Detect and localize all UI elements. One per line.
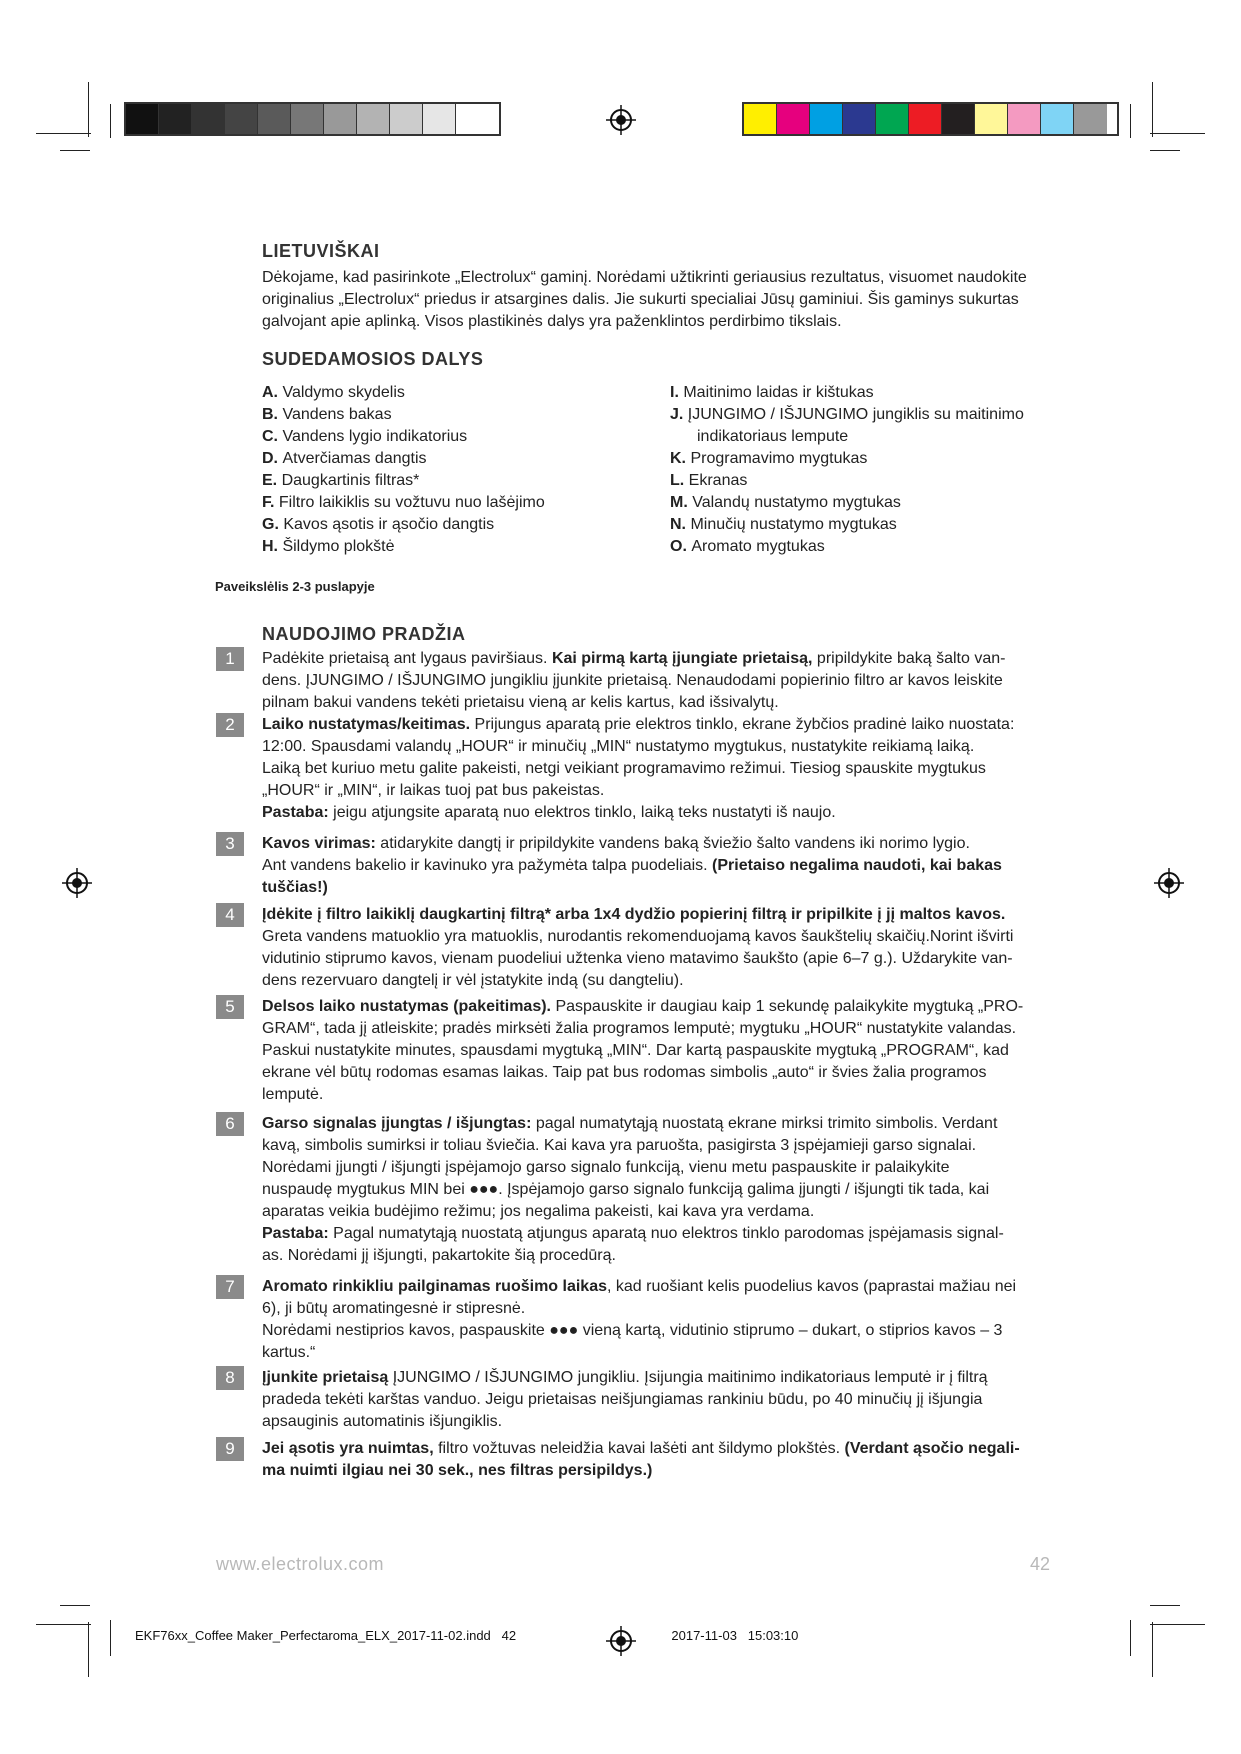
- parts-list-item: [670, 536, 1024, 558]
- color-swatch: [843, 104, 876, 134]
- page-number: 42: [1030, 1554, 1051, 1574]
- parts-list-item: [262, 492, 545, 514]
- parts-list-left: [262, 382, 545, 558]
- color-swatch: [777, 104, 810, 134]
- part-name: indikatoriaus lempute: [697, 428, 849, 445]
- crop-mark: [1150, 1624, 1205, 1625]
- parts-list-item: [262, 536, 545, 558]
- intro-paragraph: Dėkojame, kad pasirinkote „Electrolux“ gaminį. Norėdami užtikrinti geriausius rezultatus, visuomet naudokite originalius „Electrolux“ priedus ir atsargines dalis. Jie sukurti specialiai Jūsų gaminiui. Šis gaminys sukurtas galvojant apie aplinką. Visos plastikinės dalys yra paženklintos perdirbimo tikslais.: [262, 269, 1027, 330]
- step-text: Įjunkite prietaisą ĮJUNGIMO / IŠJUNGIMO jungikliu. Įsijungia maitinimo indikatoriaus lemputė ir į filtrą pradeda tekėti karštas vanduo. Jeigu prietaisas neišjungiamas rankiniu būdu, po 40 minučių jį išjungia apsauginis automatinis išjungiklis.: [262, 1369, 988, 1430]
- part-name: Valdymo skydelis: [282, 384, 405, 401]
- part-name: Valandų nustatymo mygtukas: [692, 494, 901, 511]
- crop-mark: [1130, 104, 1131, 138]
- crop-mark: [110, 1620, 111, 1656]
- process-color-bar: [742, 102, 1119, 136]
- step-number-badge: 6: [216, 1112, 244, 1136]
- footer-url: www.electrolux.com: [216, 1554, 385, 1574]
- part-name: Maitinimo laidas ir kištukas: [683, 384, 874, 401]
- color-swatch: [1041, 104, 1074, 134]
- part-name: ĮJUNGIMO / IŠJUNGIMO jungiklis su maitinimo: [687, 406, 1024, 423]
- gray-swatch: [192, 104, 225, 134]
- gray-swatch: [126, 104, 159, 134]
- crop-mark: [1130, 1620, 1131, 1656]
- part-letter: N.: [670, 516, 691, 533]
- part-letter: C.: [262, 428, 283, 445]
- step-number-badge: 1: [216, 647, 244, 671]
- print-slug: EKF76xx_Coffee Maker_Perfectaroma_ELX_2017-11-02.indd 42 2017-11-03 15:03:10: [135, 1628, 799, 1643]
- parts-list-right: [670, 382, 1024, 558]
- parts-list-item: [670, 492, 1024, 514]
- parts-list-item: [262, 470, 545, 492]
- part-name: Šildymo plokštė: [282, 538, 395, 555]
- parts-list-item: [262, 382, 545, 404]
- step-number-badge: 8: [216, 1366, 244, 1390]
- crop-mark: [88, 1622, 89, 1677]
- registration-mark-icon: [606, 105, 636, 135]
- part-name: Filtro laikiklis su vožtuvu nuo lašėjimo: [278, 494, 545, 511]
- part-letter: L.: [670, 472, 689, 489]
- parts-list-item: [262, 426, 545, 448]
- part-letter: J.: [670, 406, 688, 423]
- parts-list-item: [670, 470, 1024, 492]
- crop-mark: [1150, 1605, 1180, 1606]
- step-text: Jei ąsotis yra nuimtas, filtro vožtuvas neleidžia kavai lašėti ant šildymo plokštės. (Verdant ąsočio negali- ma nuimti ilgiau nei 30 sek., nes filtras persipildys.): [262, 1440, 1020, 1479]
- parts-heading: SUDEDAMOSIOS DALYS: [262, 349, 484, 369]
- parts-list-item: [670, 426, 1024, 448]
- step-text: Įdėkite į filtro laikiklį daugkartinį filtrą* arba 1x4 dydžio popierinį filtrą ir pripilkite į jį maltos kavos. Greta vandens matuoklio yra matuoklis, nurodantis rekomenduojamą kavos šaukštelių skaičių.Norint išvirti vidutinio stiprumo kavos, vienam puodeliui užtenka vieno matavimo šaukšto (apie 6–7 g.). Uždarykite van- dens rezervuaro dangtelį ir vėl įstatykite indą (su dangteliu).: [262, 906, 1014, 989]
- grayscale-color-bar: [124, 102, 501, 136]
- color-swatch: [744, 104, 777, 134]
- parts-list-item: [670, 404, 1024, 426]
- registration-mark-icon: [62, 868, 92, 898]
- gray-swatch: [324, 104, 357, 134]
- color-swatch: [876, 104, 909, 134]
- part-letter: D.: [262, 450, 283, 467]
- parts-list-item: [262, 514, 545, 536]
- crop-mark: [36, 133, 91, 134]
- step-number-badge: 9: [216, 1437, 244, 1461]
- gray-swatch: [390, 104, 423, 134]
- crop-mark: [1152, 82, 1153, 137]
- registration-mark-icon: [1154, 868, 1184, 898]
- step-text: Garso signalas įjungtas / išjungtas: pagal numatytąją nuostatą ekrane mirksi trimito simbolis. Verdant kavą, simbolis sumirksi ir toliau šviečia. Kai kava yra paruošta, pasigirsta 3 įspėjamieji garso signalai. Norėdami įjungti / išjungti įspėjamojo garso signalo funkciją, vienu metu paspauskite ir palaikykite nuspaudę mygtukus MIN bei ●●●. Įspėjamojo garso signalo funkciją galima įjungti / išjungti tik tada, kai aparatas veikia budėjimo režimu; jos negalima pakeisti, kai kava yra verdama. Pastaba: Pagal numatytąją nuostatą atjungus aparatą nuo elektros tinklo parodomas įspėjamasis signal- as. Norėdami jį išjungti, pakartokite šią procedūrą.: [262, 1115, 1004, 1264]
- part-name: Daugkartinis filtras*: [281, 472, 420, 489]
- color-swatch: [975, 104, 1008, 134]
- step-text: Laiko nustatymas/keitimas. Prijungus aparatą prie elektros tinklo, ekrane žybčios pradinė laiko nuostata: 12:00. Spausdami valandų „HOUR“ ir minučių „MIN“ nustatymo mygtukus, nustatykite reikiamą laiką. Laiką bet kuriuo metu galite pakeisti, netgi veikiant programavimo režimui. Tiesiog spauskite mygtukus „HOUR“ ir „MIN“, ir laikas tuoj pat bus pakeistas. Pastaba: jeigu atjungsite aparatą nuo elektros tinklo, laiką teks nustatyti iš naujo.: [262, 716, 1015, 821]
- gray-swatch: [225, 104, 258, 134]
- step-number-badge: 4: [216, 903, 244, 927]
- part-name: Programavimo mygtukas: [690, 450, 868, 467]
- step-text: Delsos laiko nustatymas (pakeitimas). Paspauskite ir daugiau kaip 1 sekundę palaikykite mygtuką „PRO- GRAM“, tada jį atleiskite; pradės mirksėti žalia programos lemputė; mygtuku „HOUR“ nustatykite valandas. Paskui nustatykite minutes, spausdami mygtuką „MIN“. Dar kartą paspauskite mygtuką „PROGRAM“, kad ekrane vėl būtų rodomas esamas laikas. Taip pat bus rodomas simbolis „auto“ ir švies žalia programos lemputė.: [262, 998, 1024, 1103]
- crop-mark: [88, 82, 89, 137]
- part-letter: A.: [262, 384, 283, 401]
- part-letter: I.: [670, 384, 684, 401]
- crop-mark: [60, 150, 90, 151]
- step-number-badge: 3: [216, 832, 244, 856]
- step-number-badge: 2: [216, 713, 244, 737]
- part-name: Vandens bakas: [282, 406, 392, 423]
- step-text: Kavos virimas: atidarykite dangtį ir pripildykite vandens baką šviežio šalto vandens iki norimo lygio. Ant vandens bakelio ir kavinuko yra pažymėta talpa puodeliais. (Prietaiso negalima naudoti, kai bakas tuščias!): [262, 835, 1002, 896]
- gray-swatch: [159, 104, 192, 134]
- gray-swatch: [258, 104, 291, 134]
- gray-swatch: [456, 104, 489, 134]
- part-letter: E.: [262, 472, 282, 489]
- crop-mark: [110, 104, 111, 138]
- usage-heading: NAUDOJIMO PRADŽIA: [262, 624, 466, 644]
- color-swatch: [1008, 104, 1041, 134]
- parts-list-item: [670, 514, 1024, 536]
- crop-mark: [36, 1624, 91, 1625]
- color-swatch: [942, 104, 975, 134]
- parts-list-item: [262, 448, 545, 470]
- step-number-badge: 5: [216, 995, 244, 1019]
- part-letter: O.: [670, 538, 692, 555]
- crop-mark: [60, 1605, 90, 1606]
- figure-caption: Paveikslėlis 2-3 puslapyje: [215, 579, 375, 594]
- parts-list-item: [670, 382, 1024, 404]
- part-name: Minučių nustatymo mygtukas: [690, 516, 897, 533]
- part-name: Ekranas: [688, 472, 748, 489]
- crop-mark: [1150, 133, 1205, 134]
- language-heading: LIETUVIŠKAI: [262, 241, 380, 261]
- part-letter: H.: [262, 538, 283, 555]
- part-letter: K.: [670, 450, 691, 467]
- part-letter: G.: [262, 516, 284, 533]
- gray-swatch: [291, 104, 324, 134]
- crop-mark: [1150, 150, 1180, 151]
- color-swatch: [909, 104, 942, 134]
- part-letter: F.: [262, 494, 279, 511]
- gray-swatch: [423, 104, 456, 134]
- crop-mark: [1152, 1622, 1153, 1677]
- step-text: Padėkite prietaisą ant lygaus paviršiaus. Kai pirmą kartą įjungiate prietaisą, pripildykite baką šalto van- dens. ĮJUNGIMO / IŠJUNGIMO jungikliu įjunkite prietaisą. Nenaudodami popierinio filtro ar kavos leiskite pilnam bakui vandens tekėti prietaisu vieną ar kelis kartus, kad išsivalytų.: [262, 650, 1006, 711]
- part-name: Vandens lygio indikatorius: [282, 428, 468, 445]
- color-swatch: [810, 104, 843, 134]
- part-letter: M.: [670, 494, 693, 511]
- gray-swatch: [357, 104, 390, 134]
- part-name: Aromato mygtukas: [691, 538, 825, 555]
- color-swatch: [1074, 104, 1107, 134]
- step-text: Aromato rinkikliu pailginamas ruošimo laikas, kad ruošiant kelis puodelius kavos (paprastai mažiau nei 6), ji būtų aromatingesnė ir stipresnė. Norėdami nestiprios kavos, paspauskite ●●● vieną kartą, vidutinio stiprumo – dukart, o stiprios kavos – 3 kartus.“: [262, 1278, 1017, 1361]
- parts-list-item: [670, 448, 1024, 470]
- step-number-badge: 7: [216, 1275, 244, 1299]
- part-name: Atverčiamas dangtis: [282, 450, 427, 467]
- part-letter: B.: [262, 406, 283, 423]
- parts-list-item: [262, 404, 545, 426]
- part-name: Kavos ąsotis ir ąsočio dangtis: [283, 516, 495, 533]
